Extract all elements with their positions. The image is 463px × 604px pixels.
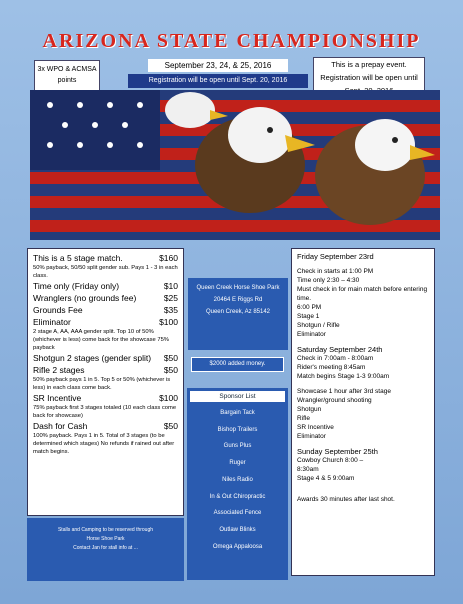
schedule-block: Check in 7:00am - 8:00am Rider's meeting 8:45am Match begins Stage 1-3 9:00am Showcase 1 hour after 3rd stage Wrangler/ground shooting Shotgun Rifle SR Incentive Eliminator	[297, 355, 391, 440]
fees-panel	[27, 248, 184, 516]
sponsor-item: Bishop Trailers	[217, 426, 258, 433]
badge-line: points	[57, 77, 77, 84]
fee-note: 50% payback, 50/50 split gender sub. Pays 1 - 3 in each class.	[33, 265, 178, 279]
schedule-panel	[291, 248, 435, 576]
schedule-block: Check in starts at 1:00 PM Time only 2:30 – 4:30 Must check in for main match before entering time. 6:00 PM Stage 1 Shotgun / Rifle Eliminator	[297, 268, 428, 338]
fee-row: Grounds Fee $35	[33, 305, 178, 315]
fee-row: Rifle 2 stages $50	[33, 365, 178, 375]
fee-row: SR Incentive $100	[33, 393, 178, 403]
fee-row: Wranglers (no grounds fee) $25	[33, 293, 178, 303]
venue-box	[188, 278, 288, 350]
schedule-day: Sunday September 25th	[297, 447, 378, 456]
event-dates: September 23, 24, & 25, 2016	[148, 59, 288, 72]
prepay-line: This is a prepay event.	[331, 60, 407, 69]
venue-name: Queen Creek Horse Shoe Park	[196, 285, 280, 291]
schedule-day: Friday September 23rd	[297, 252, 374, 261]
sponsor-heading: Sponsor List	[190, 391, 285, 402]
registration-note: Registration will be open until Sept. 20, 2016	[128, 74, 308, 88]
contact-line: Contact Jan for stall info at ...	[73, 545, 138, 551]
venue-address: 20464 E Riggs Rd	[213, 297, 263, 303]
fee-row: Time only (Friday only) $10	[33, 281, 178, 291]
added-money-badge: $2000 added money.	[191, 357, 284, 372]
fee-row: Shotgun 2 stages (gender split) $50	[33, 353, 178, 363]
sponsor-item: Omega Appaloosa	[212, 543, 263, 550]
sponsor-item: Guns Plus	[223, 443, 252, 450]
stall-line: Horse Shoe Park	[86, 536, 125, 542]
sponsor-item: Associated Fence	[213, 510, 262, 517]
page-title: ARIZONA STATE CHAMPIONSHIP	[42, 30, 421, 52]
fee-note: 75% payback first 3 stages totaled (10 each class come back for showcase)	[33, 405, 177, 419]
fee-row: Eliminator $100	[33, 317, 178, 327]
sponsor-list	[187, 388, 288, 580]
fee-note: 2 stage A, AA, AAA gender split. Top 10 of 50% (whichever is less) come back for the showcase 75% payback	[33, 329, 169, 351]
sponsor-item: Bargain Tack	[220, 410, 255, 416]
sponsor-item: Ruger	[229, 460, 246, 467]
stall-info	[27, 518, 184, 581]
stall-line: Stalls and Camping to be reserved through	[57, 527, 154, 533]
schedule-day: Saturday September 24th	[297, 345, 383, 354]
sponsor-item: Niles Radio	[222, 476, 253, 483]
schedule-block: Cowboy Church 8:00 – 8:30am Stage 4 & 5 9:00am Awards 30 minutes after last shot.	[297, 457, 395, 503]
sponsor-item: In & Out Chiropractic	[209, 493, 266, 500]
fee-note: 100% payback. Pays 1 in 5. Total of 3 stages (to be determined which stages) No refunds if rained out after match begins.	[33, 433, 175, 455]
badge-line: 3x WPO & ACMSA	[37, 66, 97, 73]
fee-row: Dash for Cash $50	[33, 421, 178, 431]
sponsor-item: Outlaw Blinks	[219, 526, 256, 533]
fee-row: This is a 5 stage match. $160	[33, 253, 178, 263]
venue-city: Queen Creek, Az 85142	[205, 309, 271, 315]
eagle-flag-image	[30, 90, 440, 240]
prepay-line: Registration will be open until	[320, 73, 418, 82]
fee-note: 50% payback pays 1 in 5. Top 5 or 50% (whichever is less) in each class come back.	[33, 377, 171, 391]
